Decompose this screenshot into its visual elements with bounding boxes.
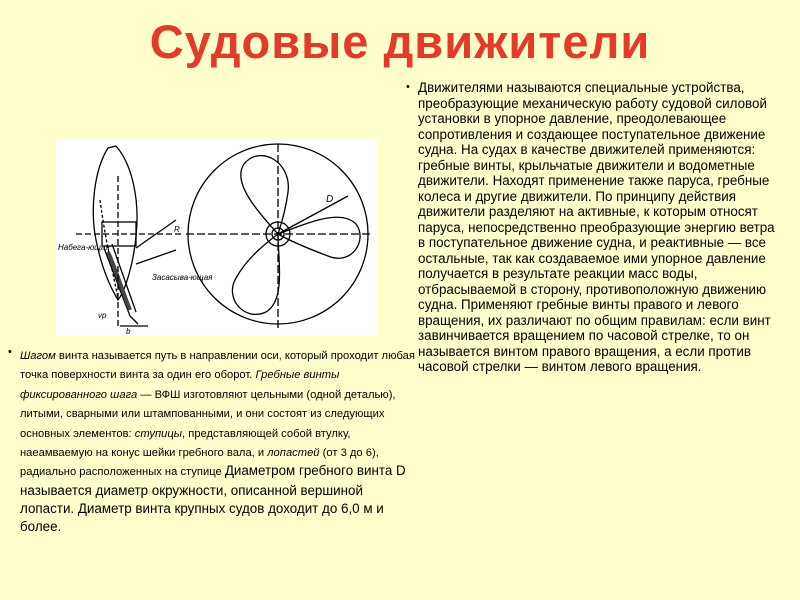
left-text-block: [8, 346, 416, 536]
propeller-drawing: [56, 140, 378, 336]
slide-title: Судовые движители: [149, 15, 651, 68]
term-shag: Шагом: [20, 350, 56, 362]
left-text-3: , представляющей собой втулку, наеамваемую на конус шейки гребного вала, и: [20, 427, 351, 460]
left-text-5: Диаметром гребного винта D называется диаметр окружности, описанной вершиной лопасти. Диаметр винта крупных судов доходит до 6,0 м и более.: [20, 463, 406, 534]
term-lopasti: лопастей: [267, 447, 320, 460]
propeller-diagram: [56, 140, 378, 336]
label-b: b: [126, 327, 131, 336]
left-text-4: (от 3 до 6), радиально расположенных на ступице: [20, 447, 379, 479]
bullet-icon: •: [8, 346, 12, 358]
right-paragraph: Движителями называются специальные устройства, преобразующие механическую работу судовой силовой установки в упорное давление, преодолевающее сопротивления и создающее поступательное движение судна. На судах в качестве движителей применяются: гребные винты, крыльчатые движители и водометные движители. Находят применение также паруса, гребные колеса и другие движители. По принципу действия движители разделяют на активные, к которым относят паруса, непосредственно преобразующие энергию ветра в поступательное движение судна, и реактивные — все остальные, так как создаваемое ими упорное давление получается в результате реакции масс воды, отбрасываемой в сторону, противоположную движению судна. Применяют гребные винты правого и левого вращения, их различают по общим правилам: если винт завинчивается вращением по часовой стрелке, то он называется винтом правого вращения, а если против часовой стрелки — винтом левого вращения.: [418, 80, 775, 374]
bullet-icon: •: [406, 81, 410, 93]
label-d: D: [326, 194, 334, 205]
right-text-block: [406, 80, 776, 375]
term-stupica: ступицы: [134, 427, 183, 440]
label-r: R: [174, 225, 180, 234]
left-text-2: — ВФШ изготовляют цельными (одной деталью), литыми, сварными или штампованными, и они состоят из следующих основных элементов:: [20, 388, 396, 440]
term-vfsh: Гребные винты фиксированного шага: [20, 369, 340, 401]
left-text-1: винта называется путь в направлении оси, который проходит любая точка поверхности винта за один его оборот.: [20, 350, 415, 382]
label-zasasyvayushaya: Засасыва-ющая: [152, 273, 213, 282]
label-vp: vp: [98, 311, 107, 320]
label-nabegayushaya: Набега-ющая: [58, 243, 110, 252]
